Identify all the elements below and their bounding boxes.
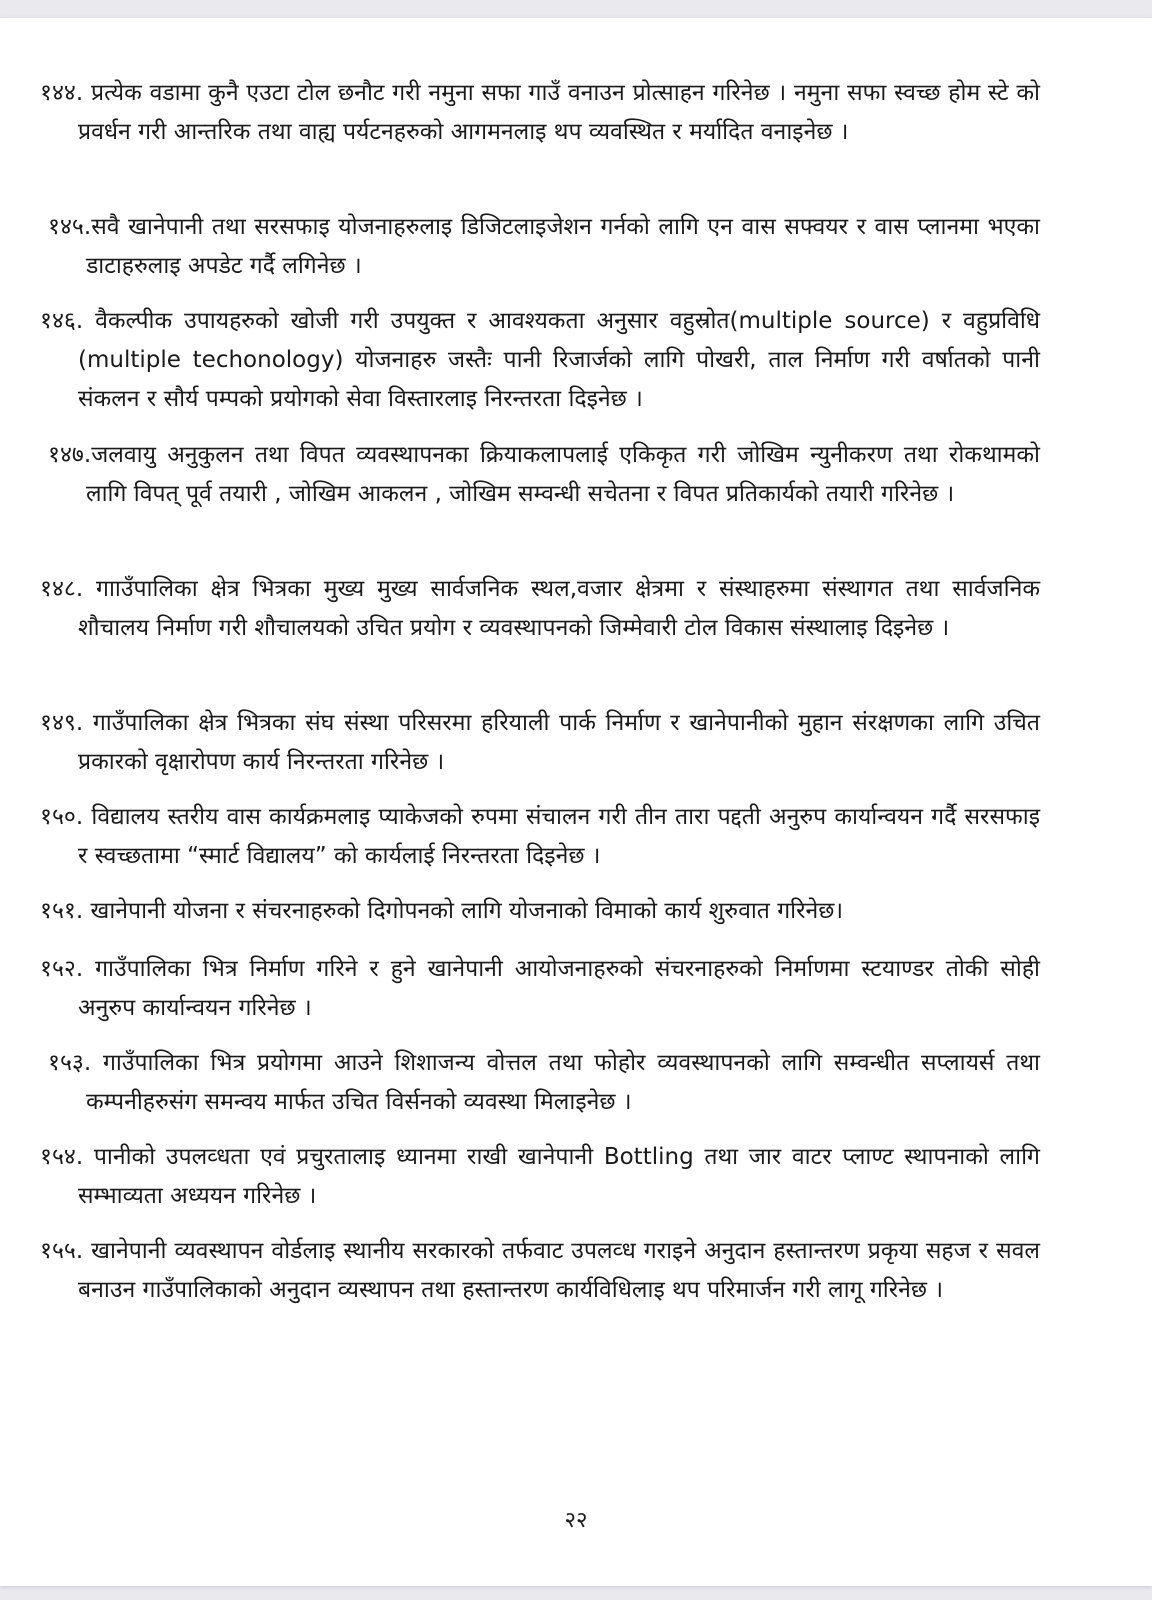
paragraph-155: १५५. खानेपानी व्यवस्थापन वोर्डलाइ स्थानीय सरकारको तर्फवाट उपलव्ध गराइने अनुदान हस्तान्तरण प्रकृया सहज र सवल बनाउन गाउँपालिकाको अनुदान व्यस्थापन तथा हस्तान्तरण कार्यविधिलाइ थप परिमार्जन गरी लागू गरिनेछ । xyxy=(40,1238,1040,1303)
document-page xyxy=(0,18,1152,1586)
paragraph-146: १४६. वैकल्पीक उपायहरुको खोजी गरी उपयुक्त र आवश्यकता अनुसार वहुस्रोत(multiple source) र वहुप्रविधि (multiple techonology) योजनाहरु जस्तैः पानी रिजार्जको लागि पोखरी, ताल निर्माण गरी वर्षातको पानी संकलन र सौर्य पम्पको प्रयोगको सेवा विस्तारलाइ निरन्तरता दिइनेछ । xyxy=(40,308,1040,412)
paragraph-144: १४४. प्रत्येक वडामा कुनै एउटा टोल छनौट गरी नमुना सफा गाउँ वनाउन प्रोत्साहन गरिनेछ । नमुना सफा स्वच्छ होम स्टे को प्रवर्धन गरी आन्तरिक तथा वाह्य पर्यटनहरुको आगमनलाइ थप व्यवस्थित र मर्यादित वनाइनेछ । xyxy=(40,80,1040,145)
paragraph-149: १४९. गाउँपालिका क्षेत्र भित्रका संघ संस्था परिसरमा हरियाली पार्क निर्माण र खानेपानीको मुहान संरक्षणका लागि उचित प्रकारको वृक्षारोपण कार्य निरन्तरता गरिनेछ । xyxy=(40,710,1040,775)
paragraph-152: १५२. गाउँपालिका भित्र निर्माण गरिने र हुने खानेपानी आयोजनाहरुको संचरनाहरुको निर्माणमा स्टयाण्डर तोकी सोही अनुरुप कार्यान्वयन गरिनेछ । xyxy=(40,956,1040,1021)
paragraph-150: १५०. विद्यालय स्तरीय वास कार्यक्रमलाइ प्याकेजको रुपमा संचालन गरी तीन तारा पद्दती अनुरुप कार्यान्वयन गर्दै सरसफाइ र स्वच्छतामा “स्मार्ट विद्यालय” को कार्यलाई निरन्तरता दिइनेछ । xyxy=(40,804,1040,869)
paragraph-154: १५४. पानीको उपलव्धता एवं प्रचुरतालाइ ध्यानमा राखी खानेपानी Bottling तथा जार वाटर प्लाण्ट स्थापनाको लागि सम्भाव्यता अध्ययन गरिनेछ । xyxy=(40,1144,1040,1209)
paragraph-147: १४७.जलवायु अनुकुलन तथा विपत व्यवस्थापनका क्रियाकलापलाई एकिकृत गरी जोखिम न्युनीकरण तथा रोकथामको लागि विपत् पूर्व तयारी , जोखिम आकलन , जोखिम सम्वन्धी सचेतना र विपत प्रतिकार्यको तयारी गरिनेछ । xyxy=(48,442,1040,507)
paragraph-148: १४८. गााउँपालिका क्षेत्र भित्रका मुख्य मुख्य सार्वजनिक स्थल,वजार क्षेत्रमा र संस्थाहरुमा संस्थागत तथा सार्वजनिक शौचालय निर्माण गरी शौचालयको उचित प्रयोग र व्यवस्थापनको जिम्मेवारी टोल विकास संस्थालाइ दिइनेछ । xyxy=(40,576,1040,641)
page-number: २२ xyxy=(564,1508,588,1533)
paragraph-145: १४५.सवै खानेपानी तथा सरसफाइ योजनाहरुलाइ डिजिटलाइजेशन गर्नको लागि एन वास सफ्वयर र वास प्लानमा भएका डाटाहरुलाइ अपडेट गर्दै लगिनेछ । xyxy=(48,214,1040,279)
paragraph-151: १५१. खानेपानी योजना र संचरनाहरुको दिगोपनको लागि योजनाको विमाको कार्य शुरुवात गरिनेछ। xyxy=(40,898,844,924)
paragraph-153: १५३. गाउँपालिका भित्र प्रयोगमा आउने शिशाजन्य वोत्तल तथा फोहोर व्यवस्थापनको लागि सम्वन्धीत सप्लायर्स तथा कम्पनीहरुसंग समन्वय मार्फत उचित विर्सनको व्यवस्था मिलाइनेछ । xyxy=(48,1050,1040,1115)
